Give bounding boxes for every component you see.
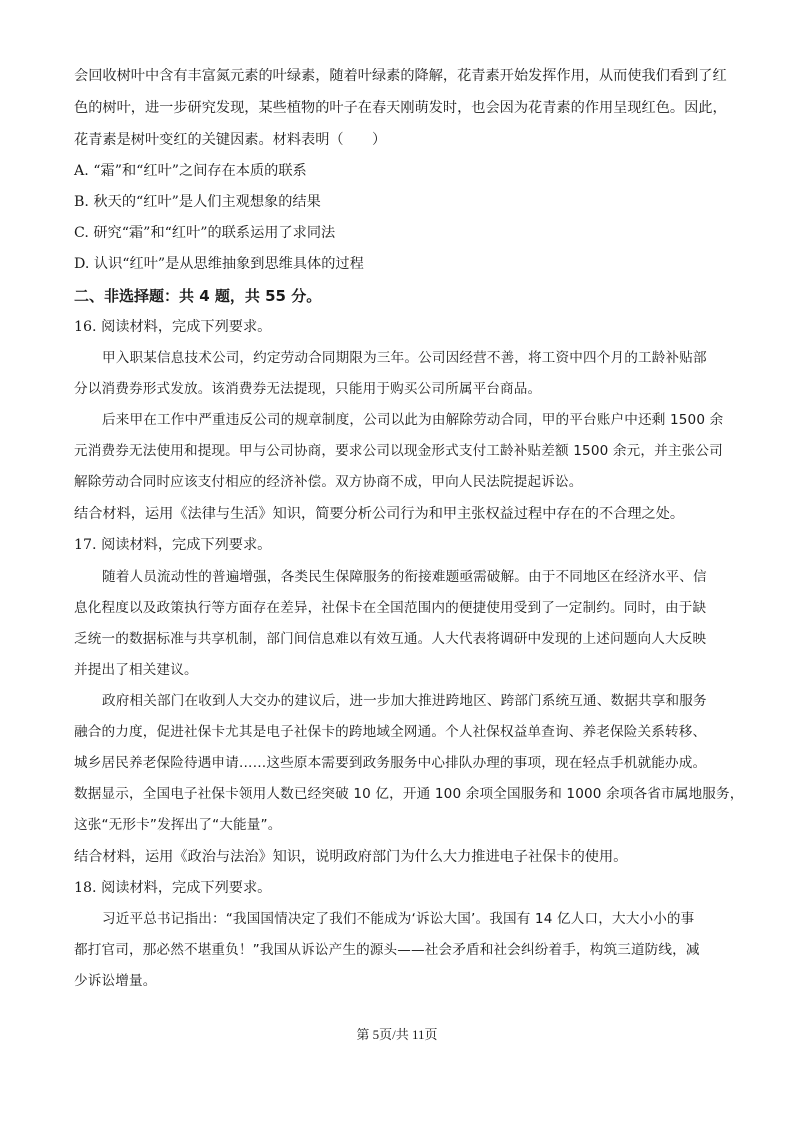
q16-para2-line-2: 元消费券无法使用和提现。甲与公司协商，要求公司以现金形式支付工龄补贴差额 1500 余元，并主张公司 [74,443,723,459]
q17-para2-line-4: 数据显示，全国电子社保卡领用人数已经突破 10 亿，开通 100 余项全国服务和 1000 余项各省市属地服务， [74,786,744,802]
q18-para1-line-3: 少诉讼增量。 [74,973,157,989]
q16-para2-line-1: 后来甲在工作中严重违反公司的规章制度，公司以此为由解除劳动合同，甲的平台账户中还剩 1500 余 [102,412,724,428]
q16-title: 16. 阅读材料，完成下列要求。 [74,319,272,335]
q18-para1-line-2: 都打官司，那必然不堪重负！”我国从诉讼产生的源头——社会矛盾和社会纠纷着手，构筑三道防线，减 [74,942,700,958]
q15-option-c: C. 研究“霜”和“红叶”的联系运用了求同法 [74,225,336,241]
q15-option-b: B. 秋天的“红叶”是人们主观想象的结果 [74,194,321,210]
q17-title: 17. 阅读材料，完成下列要求。 [74,537,272,553]
section-heading: 二、非选择题：共 4 题，共 55 分。 [74,287,322,305]
q15-stem-line-2: 色的树叶，进一步研究发现，某些植物的叶子在春天刚萌发时，也会因为花青素的作用呈现红色。因此， [74,100,727,116]
q18-para1-line-1: 习近平总书记指出：“我国国情决定了我们不能成为‘诉讼大国’。我国有 14 亿人口，大大小小的事 [102,911,695,927]
q16-para1-line-2: 分以消费券形式发放。该消费券无法提现，只能用于购买公司所属平台商品。 [74,381,542,397]
q16-para1-line-1: 甲入职某信息技术公司，约定劳动合同期限为三年。公司因经营不善，将工资中四个月的工龄补贴部 [102,350,707,366]
q18-title: 18. 阅读材料，完成下列要求。 [74,880,272,896]
q16-task: 结合材料，运用《法律与生活》知识，简要分析公司行为和甲主张权益过程中存在的不合理之处。 [74,506,685,522]
q17-para2-line-5: 这张“无形卡”发挥出了“大能量”。 [74,817,282,833]
page-footer: 第 5页/共 11页 [356,1027,438,1042]
q15-stem-line-3: 花青素是树叶变红的关键因素。材料表明（ ） [74,132,387,148]
q15-option-a: A. “霜”和“红叶”之间存在本质的联系 [74,163,307,179]
q15-option-d: D. 认识“红叶”是从思维抽象到思维具体的过程 [74,256,364,272]
q17-task: 结合材料，运用《政治与法治》知识，说明政府部门为什么大力推进电子社保卡的使用。 [74,849,628,865]
q17-para1-line-2: 息化程度以及政策执行等方面存在差异，社保卡在全国范围内的便捷使用受到了一定制约。同时，由于缺 [74,600,707,616]
q17-para1-line-4: 并提出了相关建议。 [74,662,198,678]
q17-para2-line-2: 融合的力度，促进社保卡尤其是电子社保卡的跨地域全网通。个人社保权益单查询、养老保险关系转移、 [74,724,707,740]
q17-para2-line-3: 城乡居民养老保险待遇申请……这些原本需要到政务服务中心排队办理的事项，现在轻点手机就能办成。 [74,755,707,771]
q15-stem-line-1: 会回收树叶中含有丰富氮元素的叶绿素，随着叶绿素的降解，花青素开始发挥作用，从而使我们看到了红 [74,68,727,84]
q17-para1-line-1: 随着人员流动性的普遍增强，各类民生保障服务的衔接难题亟需破解。由于不同地区在经济水平、信 [102,569,707,585]
q17-para1-line-3: 乏统一的数据标准与共享机制，部门间信息难以有效互通。人大代表将调研中发现的上述问题向人大反映 [74,631,707,647]
q16-para2-line-3: 解除劳动合同时应该支付相应的经济补偿。双方协商不成，甲向人民法院提起诉讼。 [74,474,583,490]
q17-para2-line-1: 政府相关部门在收到人大交办的建议后，进一步加大推进跨地区、跨部门系统互通、数据共享和服务 [102,693,707,709]
